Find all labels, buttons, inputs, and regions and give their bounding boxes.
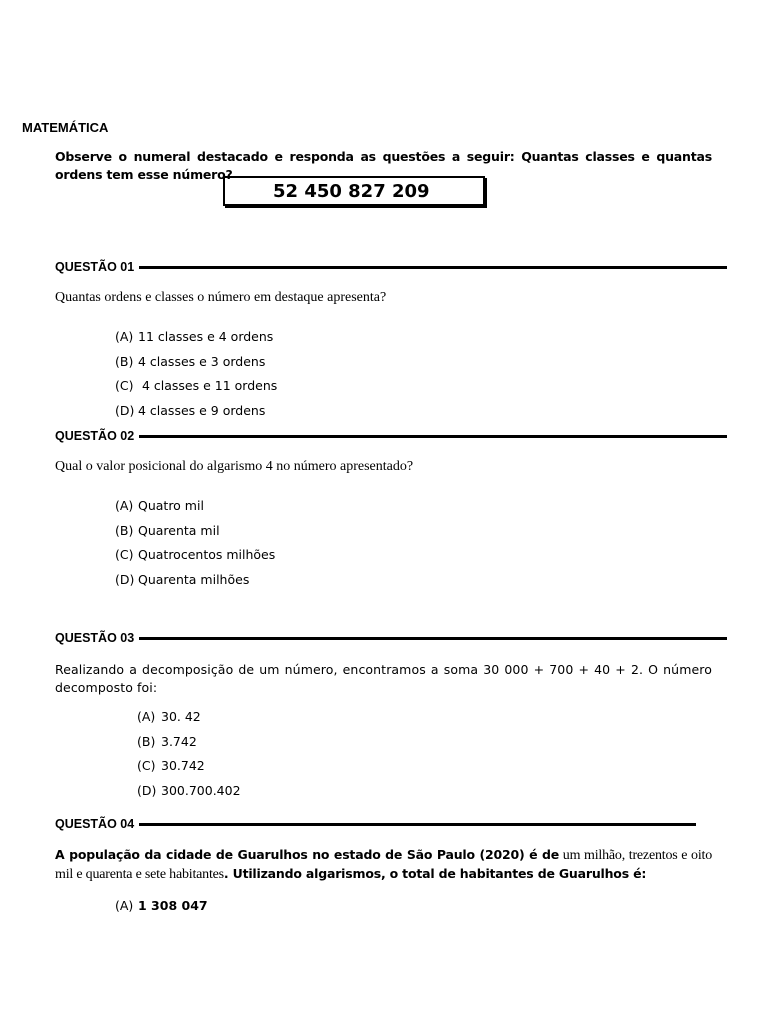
option-item <box>137 709 241 734</box>
question-02-rule <box>139 435 727 438</box>
question-02-options <box>115 498 275 596</box>
highlighted-number-box <box>223 176 485 206</box>
option-text: 30.742 <box>161 758 205 773</box>
option-letter: (D) <box>137 782 157 798</box>
option-letter: (A) <box>137 709 156 724</box>
option-text: 4 classes e 9 ordens <box>138 402 266 418</box>
option-text: 30. 42 <box>161 709 201 724</box>
subject-title: MATEMÁTICA <box>22 120 109 135</box>
question-03-options <box>137 709 241 807</box>
option-text: 1 308 047 <box>138 898 208 913</box>
intro-text: Observe o numeral destacado e responda as questões a seguir: Quantas classes e quantas ordens tem esse número? <box>55 149 712 182</box>
option-item <box>115 898 208 923</box>
option-letter: (C) <box>137 758 156 773</box>
option-letter: (B) <box>115 353 134 369</box>
question-03-header <box>55 630 727 646</box>
option-text: Quarenta mil <box>138 522 220 538</box>
option-item <box>137 783 241 808</box>
option-text: 3.742 <box>161 733 197 749</box>
option-text: 300.700.402 <box>161 782 241 798</box>
option-text: Quatro mil <box>138 498 204 513</box>
option-letter: (C) <box>115 378 134 393</box>
option-text: Quatrocentos milhões <box>138 547 276 562</box>
question-03-stem: Realizando a decomposição de um número, encontramos a soma 30 000 + 700 + 40 + 2. O número decomposto foi: <box>55 662 712 695</box>
question-02-stem: Qual o valor posicional do algarismo 4 no número apresentado? <box>55 459 414 474</box>
option-letter: (A) <box>115 898 134 913</box>
option-text: 11 classes e 4 ordens <box>138 329 274 344</box>
question-01-options <box>115 329 277 427</box>
option-item <box>137 758 241 783</box>
question-01-stem: Quantas ordens e classes o número em destaque apresenta? <box>55 290 387 305</box>
option-item <box>115 523 275 548</box>
option-item <box>115 547 275 572</box>
highlighted-number: 52 450 827 209 <box>273 180 430 202</box>
question-04-stem-part2: um milhão, trezentos e oito mil e quarenta e sete habitantes <box>55 848 712 882</box>
question-01-label: QUESTÃO 01 <box>55 260 135 274</box>
option-item <box>137 734 241 759</box>
question-01-header <box>55 259 727 275</box>
option-letter: (A) <box>115 329 134 344</box>
question-02-header <box>55 428 727 444</box>
question-04-stem-part3: . Utilizando algarismos, o total de habitantes de Guarulhos é: <box>223 866 647 881</box>
question-04-stem <box>55 846 712 884</box>
option-item <box>115 498 275 523</box>
question-01-rule <box>139 266 727 269</box>
question-04-header <box>55 816 696 832</box>
option-letter: (A) <box>115 498 134 513</box>
option-letter: (B) <box>115 522 134 538</box>
option-item <box>115 572 275 597</box>
option-item <box>115 329 277 354</box>
question-02-label: QUESTÃO 02 <box>55 429 135 443</box>
question-04-options <box>115 898 208 923</box>
option-text: 4 classes e 11 ordens <box>138 378 278 393</box>
question-03-label: QUESTÃO 03 <box>55 631 135 645</box>
option-text: Quarenta milhões <box>138 571 250 587</box>
question-04-rule <box>139 823 696 826</box>
option-letter: (D) <box>115 402 135 418</box>
option-text: 4 classes e 3 ordens <box>138 353 266 369</box>
option-item <box>115 403 277 428</box>
question-03-rule <box>139 637 727 640</box>
option-item <box>115 378 277 403</box>
question-04-stem-part1: A população da cidade de Guarulhos no estado de São Paulo (2020) é de <box>55 847 560 862</box>
option-letter: (B) <box>137 733 156 749</box>
option-letter: (C) <box>115 547 134 562</box>
option-letter: (D) <box>115 571 135 587</box>
option-item <box>115 354 277 379</box>
question-04-label: QUESTÃO 04 <box>55 817 135 831</box>
